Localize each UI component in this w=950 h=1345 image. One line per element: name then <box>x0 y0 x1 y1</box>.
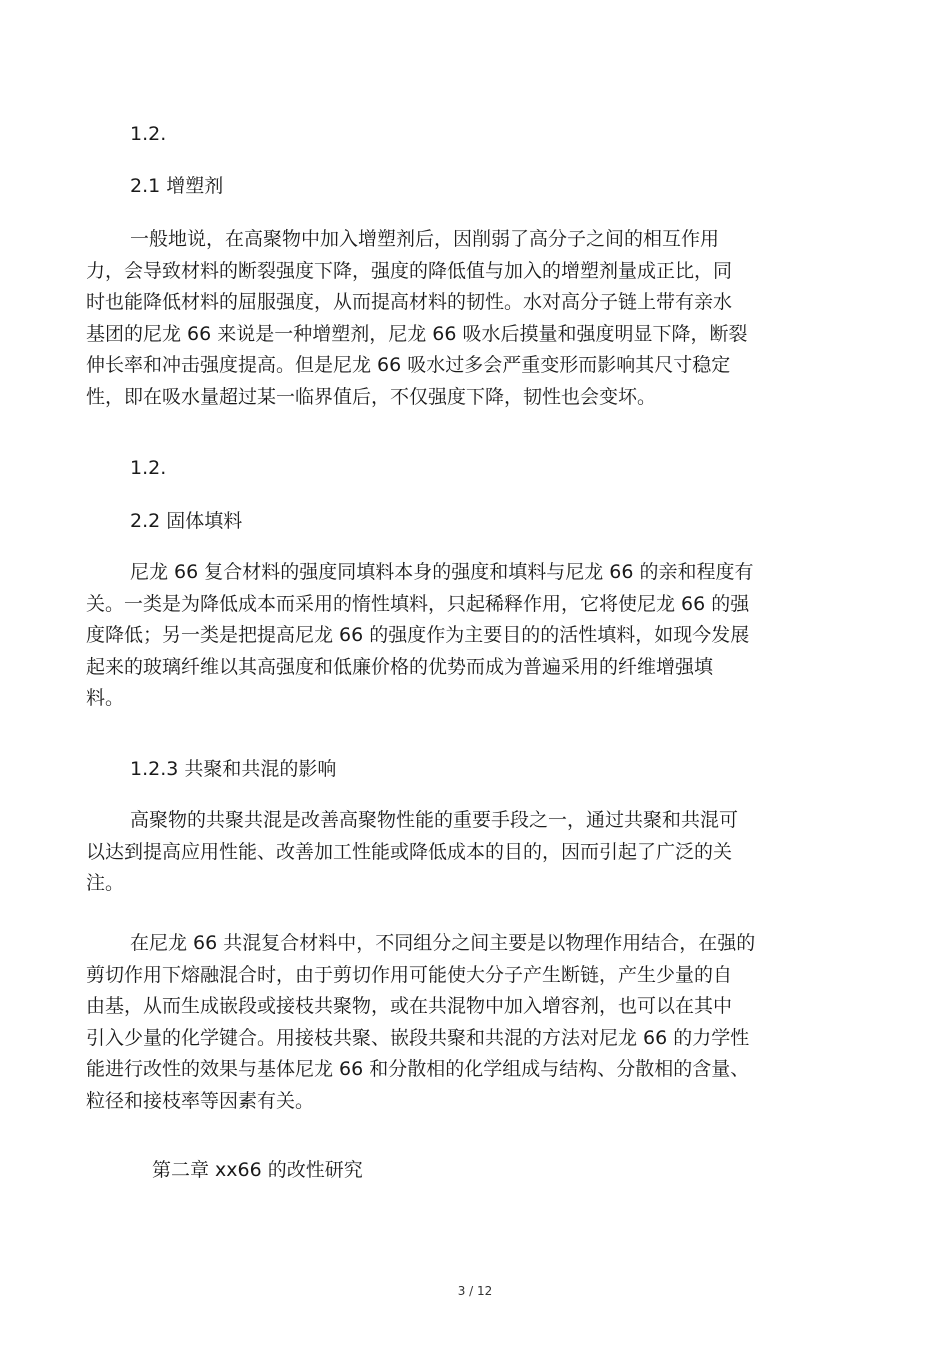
text-line: 起来的玻璃纤维以其高强度和低廉价格的优势而成为普遍采用的纤维增强填 <box>86 655 714 678</box>
paragraph-solid-filler <box>86 557 876 715</box>
text-line: 引入少量的化学键合。用接枝共聚、嵌段共聚和共混的方法对尼龙 66 的力学性 <box>86 1026 750 1049</box>
text-line: 由基，从而生成嵌段或接枝共聚物，或在共混物中加入增容剂，也可以在其中 <box>86 995 733 1018</box>
section-title-plasticizer: 2.1 增塑剂 <box>130 175 224 197</box>
section-number-2: 1.2. <box>130 457 167 479</box>
section-title-solid-filler: 2.2 固体填料 <box>130 510 243 532</box>
text-line: 能进行改性的效果与基体尼龙 66 和分散相的化学组成与结构、分散相的含量、 <box>86 1058 750 1081</box>
paragraph-copolymer-intro <box>86 805 876 900</box>
text-line: 以达到提高应用性能、改善加工性能或降低成本的目的，因而引起了广泛的关 <box>86 840 733 863</box>
paragraph-blend-composite <box>86 928 876 1118</box>
paragraph-plasticizer <box>86 224 876 414</box>
text-line: 注。 <box>86 872 125 895</box>
text-line: 性，即在吸水量超过某一临界值后，不仅强度下降，韧性也会变坏。 <box>86 385 657 408</box>
text-line: 关。一类是为降低成本而采用的惰性填料，只起稀释作用，它将使尼龙 66 的强 <box>86 592 750 615</box>
chapter-title: 第二章 xx66 的改性研究 <box>152 1159 363 1181</box>
text-line: 时也能降低材料的屈服强度，从而提高材料的韧性。水对高分子链上带有亲水 <box>86 291 733 314</box>
text-line: 料。 <box>86 687 125 710</box>
text-line: 力，会导致材料的断裂强度下降，强度的降低值与加入的增塑剂量成正比，同 <box>86 259 733 282</box>
section-title-copolymer-blend: 1.2.3 共聚和共混的影响 <box>130 758 337 780</box>
text-line: 伸长率和冲击强度提高。但是尼龙 66 吸水过多会严重变形而影响其尺寸稳定 <box>86 354 731 377</box>
text-line: 一般地说，在高聚物中加入增塑剂后，因削弱了高分子之间的相互作用 <box>130 228 720 250</box>
page-number: 3 / 12 <box>457 1284 493 1298</box>
text-line: 剪切作用下熔融混合时，由于剪切作用可能使大分子产生断链，产生少量的自 <box>86 963 733 986</box>
text-line: 度降低；另一类是把提高尼龙 66 的强度作为主要目的的活性填料，如现今发展 <box>86 624 750 647</box>
text-line: 基团的尼龙 66 来说是一种增塑剂，尼龙 66 吸水后摸量和强度明显下降，断裂 <box>86 322 748 345</box>
section-number-1: 1.2. <box>130 123 167 145</box>
text-line: 高聚物的共聚共混是改善高聚物性能的重要手段之一，通过共聚和共混可 <box>130 809 739 831</box>
text-line: 粒径和接枝率等因素有关。 <box>86 1089 315 1112</box>
text-line: 在尼龙 66 共混复合材料中，不同组分之间主要是以物理作用结合，在强的 <box>130 932 756 954</box>
text-line: 尼龙 66 复合材料的强度同填料本身的强度和填料与尼龙 66 的亲和程度有 <box>130 561 754 583</box>
